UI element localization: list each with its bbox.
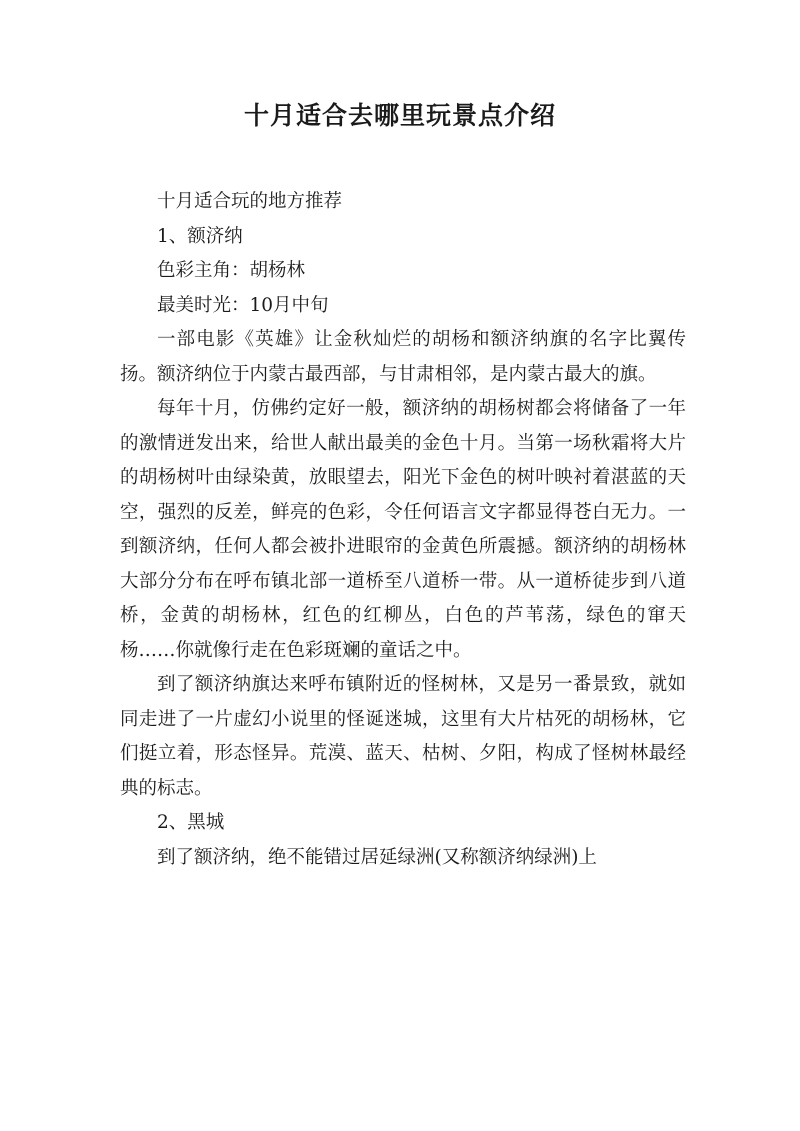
paragraph-best-time: 最美时光：10月中旬 bbox=[157, 294, 329, 316]
document-title: 十月适合去哪里玩景点介绍 bbox=[243, 101, 556, 130]
paragraph-recommendation-heading: 十月适合玩的地方推荐 bbox=[157, 191, 343, 212]
paragraph-section-2-heading: 2、黑城 bbox=[157, 812, 225, 833]
paragraph-color-theme: 色彩主角：胡杨林 bbox=[157, 260, 306, 281]
paragraph-section-1-heading: 1、额济纳 bbox=[157, 225, 243, 247]
paragraph-october-scenery: 每年十月，仿佛约定好一般，额济纳的胡杨树都会将储备了一年的激情迸发出来，给世人献出最美的金色十月。当第一场秋霜将大片的胡杨树叶由绿染黄，放眼望去，阳光下金色的树叶映衬着湛蓝的天空，强烈的反差，鲜亮的色彩，令任何语言文字都显得苍白无力。一到额济纳，任何人都会被扑进眼帘的金黄色所震撼。额济纳的胡杨林大部分分布在呼布镇北部一道桥至八道桥一带。从一道桥徒步到八道桥，金黄的胡杨林，红色的红柳丛，白色的芦苇荡，绿色的窜天杨……你就像行走在色彩斑斓的童话之中。 bbox=[120, 398, 686, 661]
paragraph-strange-forest: 到了额济纳旗达来呼布镇附近的怪树林，又是另一番景致，就如同走进了一片虚幻小说里的怪诞迷城，这里有大片枯死的胡杨林，它们挺立着，形态怪异。荒漠、蓝天、枯树、夕阳，构成了怪树林最经典的标志。 bbox=[120, 674, 686, 799]
paragraph-intro: 一部电影《英雄》让金秋灿烂的胡杨和额济纳旗的名字比翼传扬。额济纳位于内蒙古最西部，与甘肃相邻，是内蒙古最大的旗。 bbox=[120, 329, 686, 385]
paragraph-black-city: 到了额济纳，绝不能错过居延绿洲(又称额济纳绿洲)上 bbox=[157, 846, 597, 868]
document-body bbox=[120, 185, 686, 875]
